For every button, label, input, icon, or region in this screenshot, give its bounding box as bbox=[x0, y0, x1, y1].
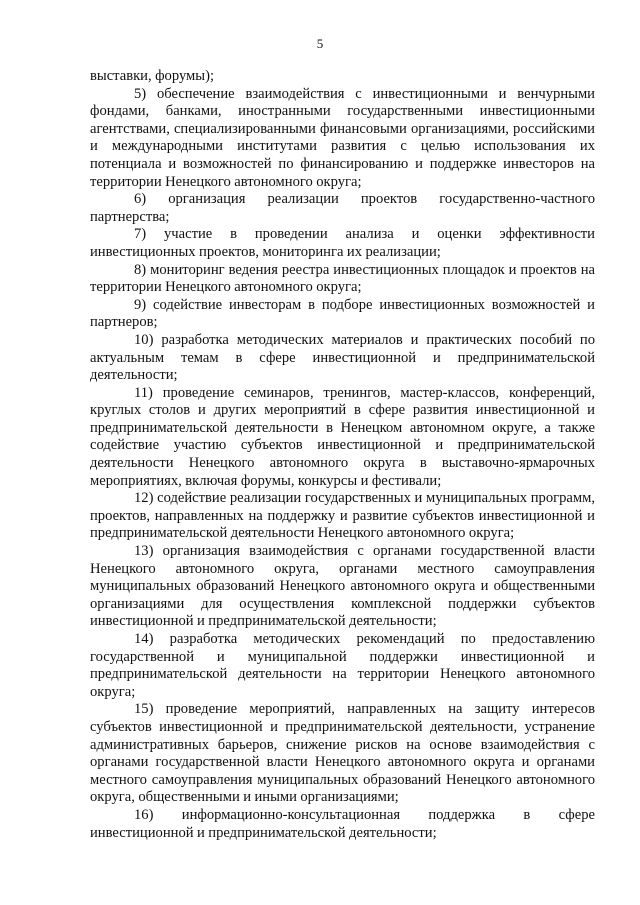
list-item-8: 8) мониторинг ведения реестра инвестиционных площадок и проектов на территории Ненецкого автономного округа; bbox=[90, 261, 595, 296]
list-item-11: 11) проведение семинаров, тренингов, мастер-классов, конференций, круглых столов и других мероприятий в сфере развития инвестиционной и предпринимательской деятельности в Ненецком автономном округе, а также содействие участию субъектов инвестиционной и предпринимательской деятельности Ненецкого автономного округа в выставочно-ярмарочных мероприятиях, включая форумы, конкурсы и фестивали; bbox=[90, 384, 595, 489]
list-item-9: 9) содействие инвесторам в подборе инвестиционных возможностей и партнеров; bbox=[90, 296, 595, 331]
list-item-6: 6) организация реализации проектов государственно-частного партнерства; bbox=[90, 191, 595, 225]
list-item-7: 7) участие в проведении анализа и оценки эффективности инвестиционных проектов, мониторинга их реализации; bbox=[90, 226, 595, 260]
list-item-13: 13) организация взаимодействия с органами государственной власти Ненецкого автономного округа, органами местного самоуправления муниципальных образований Ненецкого автономного округа и общественными организациями для осуществления комплексной поддержки субъектов инвестиционной и предпринимательской деятельности; bbox=[90, 543, 595, 630]
list-item-16: 16) информационно-консультационная поддержка в сфере инвестиционной и предпринимательской деятельности; bbox=[90, 806, 595, 841]
list-item-12: 12) содействие реализации государственных и муниципальных программ, проектов, направленных на поддержку и развитие субъектов инвестиционной и предпринимательской деятельности Ненецкого автономного округа; bbox=[90, 490, 595, 542]
list-item-14: 14) разработка методических рекомендаций по предоставлению государственной и муниципальной поддержки инвестиционной и предпринимательской деятельности на территории Ненецкого автономного округа; bbox=[90, 631, 595, 700]
document-body bbox=[90, 68, 595, 842]
list-item-15: 15) проведение мероприятий, направленных на защиту интересов субъектов инвестиционной и предпринимательской деятельности, устранение административных барьеров, снижение рисков на основе взаимодействия с органами государственной власти Ненецкого автономного округа и органами местного самоуправления муниципальных образований Ненецкого автономного округа, общественными и иными организациями; bbox=[90, 701, 595, 806]
list-item-10: 10) разработка методических материалов и практических пособий по актуальным темам в сфере инвестиционной и предпринимательской деятельности; bbox=[90, 331, 595, 384]
page-number: 5 bbox=[316, 36, 324, 51]
paragraph-continuation: выставки, форумы); bbox=[90, 68, 215, 84]
list-item-5: 5) обеспечение взаимодействия с инвестиционными и венчурными фондами, банками, иностранными государственными инвестиционными агентствами, специализированными финансовыми организациями, российскими и международными институтами развития с целью использования их потенциала и возможностей по финансированию и поддержке инвесторов на территории Ненецкого автономного округа; bbox=[90, 85, 595, 190]
